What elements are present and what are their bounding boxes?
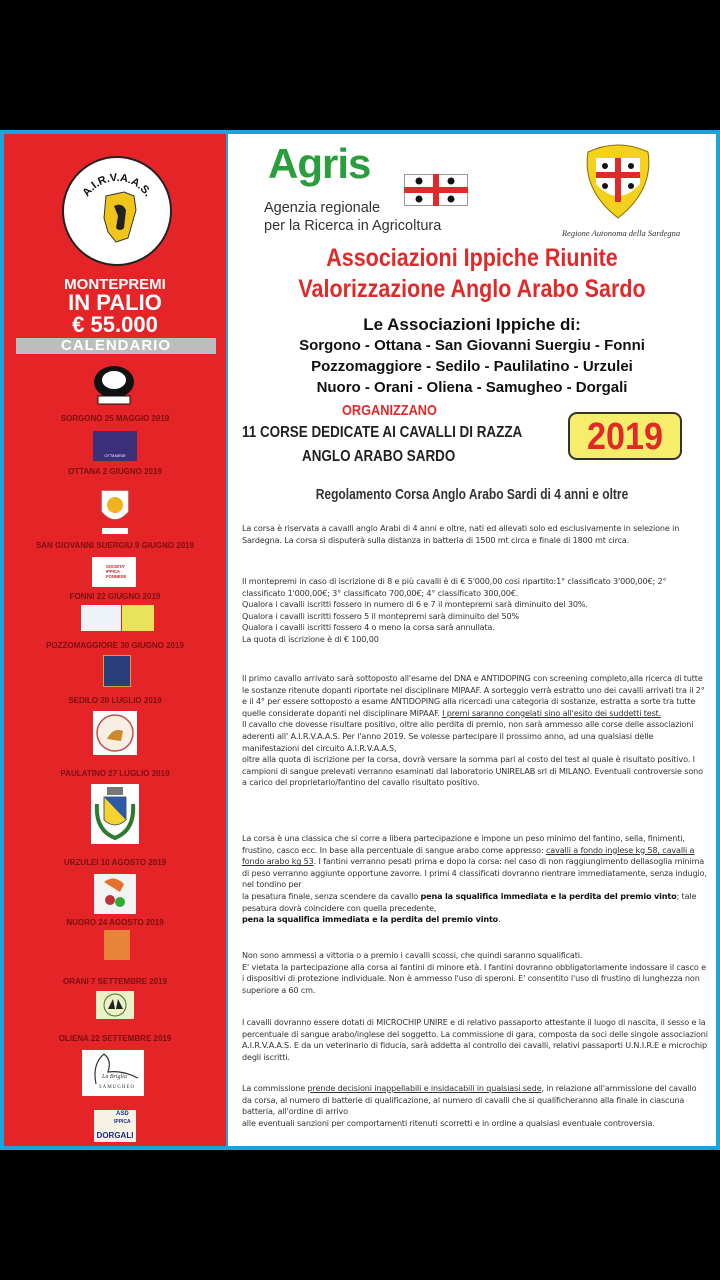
pozzomaggiore-logo-1 xyxy=(81,605,121,631)
rules-paragraph-commissione: La commissione prende decisioni inappellabili e insidacabili in qualsiasi sede, in relazione all'ammissione del cavallo da corsa, al numero di batterie di qualificazione, al numero di cavalli che si qualificheranno alla finale in ciascuna batteria, all'ordine di arrivo alle eventuali sanzioni per comportamenti ritenuti scorretti e in ordine a qualsiasi eventuale controversia. xyxy=(242,1083,697,1128)
nuoro-logo xyxy=(94,874,136,914)
agris-subtitle-2: per la Ricerca in Agricoltura xyxy=(264,218,442,234)
paulatino-logo xyxy=(93,711,137,755)
event-date-san-giovanni: SAN GIOVANNI SUERGIU 9 GIUGNO 2019 xyxy=(35,541,195,550)
svg-text:A.I.R.V.A.A.S.: A.I.R.V.A.A.S. xyxy=(80,171,154,199)
rules-paragraph-ammissione: Non sono ammessi a vittoria o a premio i cavalli scossi, che quindi saranno squalificati. E' vietata la partecipazione alla corsa ai fantini di minore età. I fantini dovranno obbligatoriamente indossare il casco e i dispositivi di protezione individuale. Non è ammesso l'uso di speroni. E' consentito l'uso di frustino di lunghezza non superiore a 60 cm. xyxy=(242,950,706,995)
calendario-label: CALENDARIO xyxy=(16,338,216,354)
dorgali-logo: ASD IPPICA DORGALI xyxy=(94,1110,136,1142)
year-badge xyxy=(568,412,682,460)
rules-paragraph-montepremi: Il montepremi in caso di iscrizione di 8 e più cavalli è di € 5'000,00 cosi ripartito:1° classificato 3'000,00€; 2° classificato 1'000,00€; 3° classificato 700,00€; 4° classificato 300,00€. Qualora i cavalli iscritti fossero in numero di 6 e 7 il montepremi sarà diminuito del 30%. Qualora i cavalli iscritti fossero 5 il montepremi sarà diminuito del 50% Qualora i cavalli iscritti fossero 4 o meno la corsa sarà annullata. La quota di iscrizione è di € 100,00 xyxy=(242,576,667,644)
agris-subtitle-1: Agenzia regionale xyxy=(264,200,381,216)
rules-paragraph-peso: La corsa è una classica che si corre a libera partecipazione e impone un peso minimo del fantino, sella, finimenti, frustino, casco ecc. In base alla percentuale di sangue arabo come appresso: cavalli a fondo inglese kg 58, cavalli a fondo arabo kg 53. I fantini verranno pesati prima e dopo la corsa: nel caso di non raggiungimento dellasoglia minima di peso verranno aggiunte opportune zavorre. I primi 4 classificati dovranno rientrare immediatamente, senza indugio, nel tondino per la pesatura finale, senza scendere da cavallo pena la squalifica immediata e la perdita del premio vinto; tale pesatura dovrà coincidere con quella precedente, pena la squalifica immediata e la perdita del premio vinto. xyxy=(242,833,707,925)
horse-circle-icon xyxy=(93,711,137,755)
san-giovanni-logo-icon xyxy=(98,486,132,536)
event-date-oliena: OLIENA 22 SETTEMBRE 2019 xyxy=(58,1034,172,1043)
event-date-nuoro: NUORO 24 AGOSTO 2019 xyxy=(66,918,164,927)
agris-logo-title: Agris xyxy=(268,140,371,187)
poster xyxy=(0,130,720,1150)
coat-of-arms-icon xyxy=(91,784,139,844)
event-date-sorgono: SORGONO 25 MAGGIO 2019 xyxy=(60,414,170,423)
regolamento-title: Regolamento Corsa Anglo Arabo Sardi di 4 anni e oltre xyxy=(315,486,629,503)
content-panel xyxy=(228,134,716,1146)
towns-line-3: Nuoro - Orani - Oliena - Samugheo - Dorgali xyxy=(316,379,628,396)
oliena-logo xyxy=(96,991,134,1019)
sorgono-logo-icon xyxy=(86,362,142,408)
title-line-1: Associazioni Ippiche Riunite xyxy=(326,244,618,272)
montepremi-label: MONTEPREMI xyxy=(64,276,166,293)
title-line-2: Valorizzazione Anglo Arabo Sardo xyxy=(298,275,646,303)
event-date-pozzomaggiore: POZZOMAGGIORE 30 GIUGNO 2019 xyxy=(46,641,184,650)
event-date-sedilo: SEDILO 20 LUGLIO 2019 xyxy=(68,696,162,705)
samugheo-logo: La Briglia SAMUGHEO xyxy=(82,1050,144,1096)
event-date-urzulei: URZULEI 10 AGOSTO 2019 xyxy=(63,858,167,867)
ottana-logo: OTTANESE xyxy=(93,431,137,461)
rules-paragraph-1: La corsa è riservata a cavalli anglo Arabi di 4 anni e oltre, nati ed allevati solo ed esclusivamente in selezione in Sardegna. La corsa si disputerà sulla distanza in batteria di 1500 mt circa e finale di 1800 mt circa. xyxy=(242,523,680,545)
airvaas-emblem-icon xyxy=(64,158,170,264)
sardinia-flag-icon xyxy=(404,174,468,206)
pozzomaggiore-logo-2 xyxy=(122,605,154,631)
corse-line-2: ANGLO ARABO SARDO xyxy=(302,448,456,465)
horse-heads-icon xyxy=(96,991,134,1019)
event-date-fonni: FONNI 22 GIUGNO 2019 xyxy=(69,592,161,601)
urzulei-logo xyxy=(91,784,139,844)
event-date-orani: ORANI 7 SETTEMBRE 2019 xyxy=(62,977,168,986)
event-date-paulatino: PAULATINO 27 LUGLIO 2019 xyxy=(60,769,170,778)
airvaas-logo xyxy=(62,156,172,266)
towns-line-1: Sorgono - Ottana - San Giovanni Suergiu - Fonni xyxy=(299,337,645,354)
in-palio-label: IN PALIO xyxy=(68,290,162,315)
horse-rider-icon xyxy=(94,874,136,914)
rules-paragraph-antidoping: Il primo cavallo arrivato sarà sottoposto all'esame del DNA e ANTIDOPING con screening completo,alla ricerca di tutte le sostanze ritenute dopanti riportate nel disciplinare MIPAAF. A sorteggio verrà estratto uno dei cavalli arrivati tra il 2° e il 4° per essere sottoposto a esame ANTIDOPING alla ricercadi una categoria di sostanze, estratta a sorte tra tutte quelle considerate dopanti nel disciplinare MIPAAF. I premi saranno congelati sino all'esito dei suddetti test. Il cavallo che dovesse risultare positivo, oltre allo perdita di premio, non sarà ammesso alle corse delle associazioni aderenti all' A.I.R.V.A.A.S. Per l'anno 2019. Se volesse partecipare il prossimo anno, ad una qualsiasi delle manifestazioni del circuito A.I.R.V.A.A.S, oltre alla quota di iscrizione per la corsa, dovrà versare la somma pari al costo del test al quale è risultato positivo. I campioni di sangue prelevati verranno esaminati dal laboratorio UNIRELAB srl di MILANO. Eventuali controversie sono a carico del proprietario/fantino del cavallo risultato positivo. xyxy=(242,673,705,788)
corse-line-1: 11 CORSE DEDICATE AI CAVALLI DI RAZZA xyxy=(242,424,523,441)
calendar-panel xyxy=(4,134,226,1146)
associazioni-subtitle: Le Associazioni Ippiche di: xyxy=(363,315,581,334)
organizzano-label: ORGANIZZANO xyxy=(342,402,437,419)
sedilo-logo xyxy=(103,655,131,687)
orani-logo xyxy=(104,930,130,960)
towns-line-2: Pozzomaggiore - Sedilo - Paulilatino - Urzulei xyxy=(311,358,633,375)
regione-sardegna-emblem-icon xyxy=(580,142,656,222)
regione-label: Regione Autonoma della Sardegna xyxy=(561,228,681,238)
rules-paragraph-microchip: I cavalli dovranno essere dotati di MICROCHIP UNIRE e di relativo passaporto attestante il luogo di nascita, il sesso e la percentuale di sangue arabo/inglese del soggetto. La commissione di gara, composta da soci delle singole associazioni A.I.R.V.A.A.S. E da un veterinario di fiducia, sarà addetta al controllo dei cavalli, relativi passaporti U.N.I.R.E e microchip degli iscritti. xyxy=(242,1017,708,1062)
year-value: 2019 xyxy=(586,416,664,458)
fonni-logo: SOCIETA' IPPICA FONNESE xyxy=(92,557,136,587)
montepremi-amount: € 55.000 xyxy=(72,312,158,337)
event-date-ottana: OTTANA 2 GIUGNO 2019 xyxy=(68,467,162,476)
